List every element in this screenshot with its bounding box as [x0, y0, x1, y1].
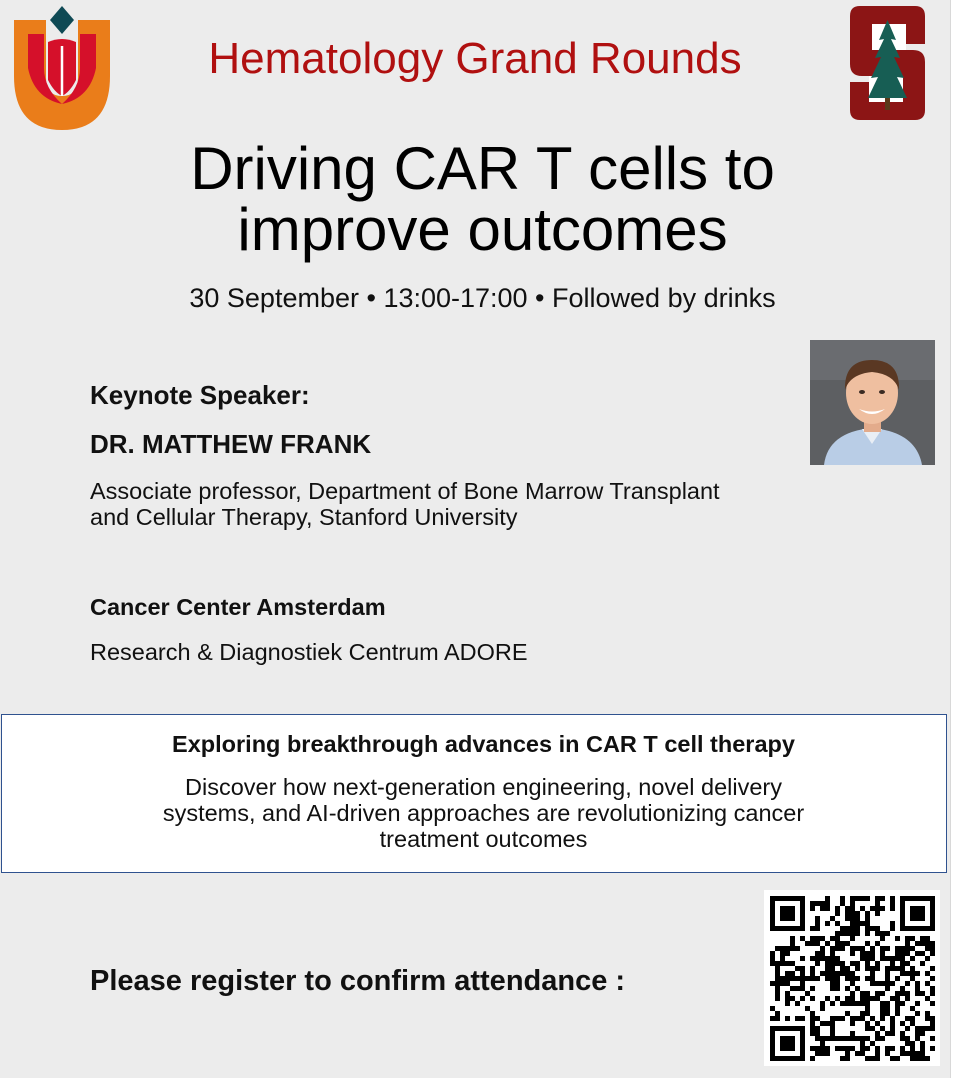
info-description-line-2: systems, and AI-driven approaches are revolutionizing cancer: [162, 800, 805, 826]
keynote-label: Keynote Speaker:: [90, 380, 310, 410]
info-box: [1, 714, 947, 873]
venue-location: Research & Diagnostiek Centrum ADORE: [90, 639, 528, 665]
register-prompt: Please register to confirm attendance :: [90, 965, 626, 997]
speaker-name: DR. MATTHEW FRANK: [90, 429, 372, 459]
speaker-role-line-1: Associate professor, Department of Bone Marrow Transplant: [90, 478, 720, 504]
qr-code-icon[interactable]: [764, 890, 940, 1066]
venue-name: Cancer Center Amsterdam: [90, 594, 386, 620]
info-description-line-3: treatment outcomes: [379, 826, 588, 852]
event-datetime: 30 September • 13:00-17:00 • Followed by drinks: [189, 283, 776, 313]
speaker-portrait-icon: [810, 340, 935, 465]
speaker-role-line-2: and Cellular Therapy, Stanford University: [90, 504, 518, 530]
speaker-role: [90, 478, 850, 530]
event-title-line-1: Driving CAR T cells to: [190, 135, 775, 202]
info-heading: Exploring breakthrough advances in CAR T cell therapy: [172, 731, 795, 757]
info-description: [2, 774, 953, 852]
info-description-line-1: Discover how next-generation engineering, novel delivery: [185, 774, 782, 800]
stanford-s-tree-logo-icon: [850, 6, 925, 120]
event-title: [80, 135, 885, 263]
series-title: Hematology Grand Rounds: [208, 34, 742, 83]
tulip-u-logo-icon: [12, 6, 112, 130]
event-title-line-2: improve outcomes: [237, 196, 728, 263]
